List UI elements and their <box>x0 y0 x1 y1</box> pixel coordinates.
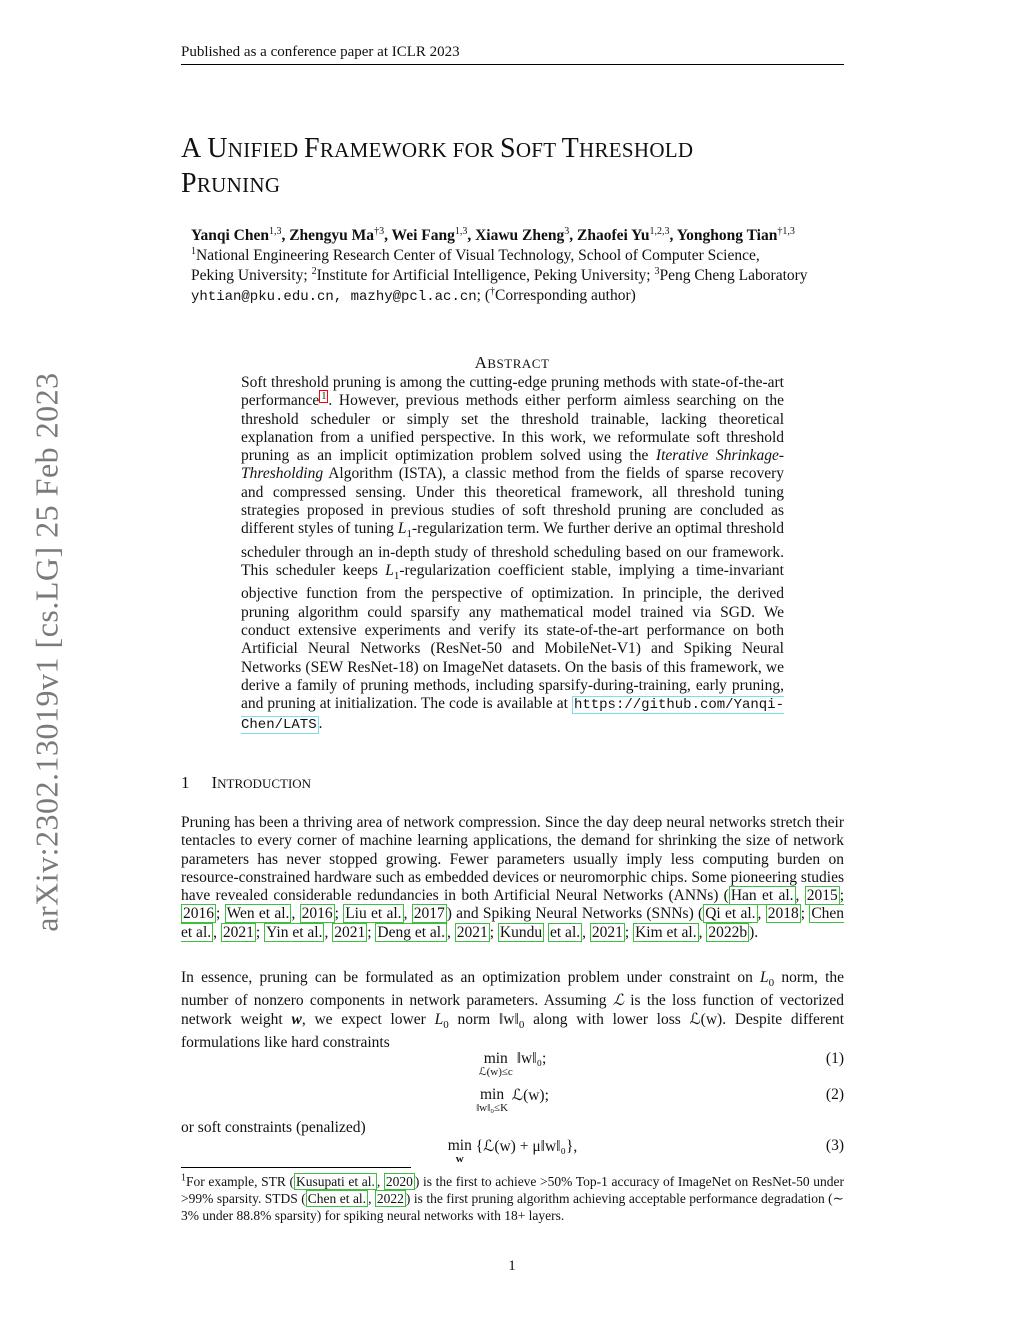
header-rule <box>181 64 844 65</box>
citation-kundu-etal[interactable]: et al. <box>550 923 581 941</box>
equation-1: min $^{ℒ(w)\le c}$ ‖w‖₀; (1) <box>478 1050 844 1078</box>
code-url-link[interactable]: https://github.com/Yanqi-Chen/LATS <box>241 697 784 733</box>
page-number: 1 <box>508 1258 516 1274</box>
citation-kundu-year[interactable]: 2021 <box>591 923 623 941</box>
citation-chen-year[interactable]: 2021 <box>222 923 254 941</box>
citation-kim-year[interactable]: 2022b <box>708 923 748 941</box>
citation-kusupati[interactable]: Kusupati et al. <box>295 1174 375 1189</box>
footnote-rule <box>181 1167 411 1168</box>
email-line: yhtian@pku.edu.cn, mazhy@pcl.ac.cn; (†Corresponding author) <box>191 285 636 305</box>
citation-wen-year[interactable]: 2016 <box>301 905 333 923</box>
arxiv-stamp <box>29 360 65 944</box>
citation-kundu[interactable]: Kundu <box>499 923 543 941</box>
citation-qi[interactable]: Qi et al. <box>705 905 756 923</box>
equation-1-number: (1) <box>825 1050 844 1067</box>
citation-qi-year[interactable]: 2018 <box>767 905 799 923</box>
citation-deng[interactable]: Deng et al. <box>377 923 445 941</box>
equation-2-number: (2) <box>825 1086 844 1103</box>
equation-3-number: (3) <box>825 1137 844 1154</box>
equation-3: min $^w$ {ℒ(w) + μ‖w‖₀}, (3) <box>447 1137 844 1165</box>
footnote-1: $^1$For example, STR ( Kusupati et al. , 2020 ) is the first to achieve >50% Top-1 accuracy of ImageNet on ResNet-50 under >99% sparsity. STDS ( Chen et al. , 2022 ) is the first pruning algorithm achieving acceptable performance degradation (∼ 3% under 88.8% sparsity) for spiking neural networks with 18+ layers. <box>181 1172 844 1223</box>
paper-title: A UNIFIED FRAMEWORK FOR SOFT THRESHOLD PRUNING <box>181 133 694 199</box>
citation-yin-year[interactable]: 2021 <box>334 923 366 941</box>
author-names: Yanqi Chen$^{1,3}$, Zhengyu Ma$^{\dagger 3}$, Wei Fang$^{1,3}$, Xiawu Zheng$^3$, Zhaofei Yu$^{1,2,3}$, Yonghong Tian$^{\dagger 1,3}$ <box>191 225 795 244</box>
citation-chen-2022-year[interactable]: 2022 <box>376 1191 404 1206</box>
author-emails[interactable]: yhtian@pku.edu.cn, mazhy@pcl.ac.cn <box>191 289 477 305</box>
intro-paragraph-1: Pruning has been a thriving area of network compression. Since the day deep neural networks stretch their tentacles to every corner of machine learning applications, the demand for shrinking the size of network parameters has never stopped growing. Fewer parameters usually imply less computing burden on resource-constrained hardware such as embedded devices or neuromorphic chips. Some pioneering studies have revealed considerable redundancies in both Artificial Neural Networks (ANNs) ( Han et al. , 2015 ; 2016 ; Wen et al. , 2016 ; Liu et al. , 2017 ) and Spiking Neural Networks (SNNs) ( Qi et al. , 2018 ; Chen et al. , 2021 ; Yin et al. , 2021 ; Deng et al. , 2021 ; Kundu et al. , 2021 ; Kim et al. , 2022b ). <box>181 814 845 941</box>
citation-han-2015[interactable]: 2015 <box>806 887 838 905</box>
running-header: Published as a conference paper at ICLR 2023 <box>181 44 460 60</box>
citation-deng-year[interactable]: 2021 <box>456 923 488 941</box>
author-block <box>191 226 871 307</box>
citation-kim[interactable]: Kim et al. <box>635 923 697 941</box>
citation-kusupati-year[interactable]: 2020 <box>385 1174 413 1189</box>
soft-constraints-text: or soft constraints (penalized) <box>181 1119 366 1136</box>
abstract-text: Soft threshold pruning is among the cutting-edge pruning methods with state-of-the-art performance $^1$ . However, previous methods either perform aimless searching on the threshold scheduler or simply set the threshold trainable, lacking theoretical explanation from a unified perspective. In this work, we reformulate soft threshold pruning as an implicit optimization problem solved using the Iterative Shrinkage-Thresholding Algorithm (ISTA), a classic method from the fields of sparse recovery and compressed sensing. Under this theoretical framework, all threshold tuning strategies proposed in previous studies of soft threshold pruning are concluded as different styles of tuning $L_1$-regularization term. We further derive an optimal threshold scheduler through an in-depth study of threshold scheduling based on our framework. This scheduler keeps $L_1$-regularization coefficient stable, implying a time-invariant objective function from the perspective of optimization. In principle, the derived pruning algorithm could sparsify any mathematical model trained via SGD. We conduct extensive experiments and verify its state-of-the-art performance on both Artificial Neural Networks (ResNet-50 and MobileNet-V1) and Spiking Neural Networks (SEW ResNet-18) on ImageNet datasets. On the basis of this framework, we derive a family of pruning methods, including sparsify-during-training, early pruning, and pruning at initialization. The code is available at https://github.com/Yanqi-Chen/LATS . <box>241 374 784 733</box>
equation-2: min $^{‖w‖_0\le K}$ ℒ(w); (2) <box>476 1086 844 1114</box>
citation-chen[interactable]: Chen et al. <box>181 905 845 941</box>
citation-han[interactable]: Han et al. <box>730 887 794 905</box>
citation-han-2016[interactable]: 2016 <box>183 905 214 923</box>
section-heading-introduction: 1 INTRODUCTION <box>181 773 312 792</box>
citation-yin[interactable]: Yin et al. <box>266 923 323 941</box>
affiliation-line-2: Peking University; $^2$Institute for Artificial Intelligence, Peking University; $^3$Peng Cheng Laboratory <box>191 265 808 284</box>
footnote-ref-1[interactable]: 1 <box>321 391 327 403</box>
citation-liu-year[interactable]: 2017 <box>413 905 445 923</box>
citation-chen-2022[interactable]: Chen et al. <box>307 1191 367 1206</box>
citation-liu[interactable]: Liu et al. <box>345 905 402 923</box>
affiliation-line-1: $^1$National Engineering Research Center of Visual Technology, School of Computer Science, <box>191 245 760 264</box>
citation-wen[interactable]: Wen et al. <box>226 905 290 923</box>
abstract-heading: ABSTRACT <box>474 353 550 372</box>
intro-paragraph-2: In essence, pruning can be formulated as an optimization problem under constraint on $L_0$ norm, the number of nonzero components in network parameters. Assuming ℒ is the loss function of vectorized network weight w, we expect lower $L_0$ norm $‖w‖_0$ along with lower loss ℒ(w). Despite different formulations like hard constraints <box>181 969 845 1052</box>
arxiv-stamp-text: arXiv:2302.13019v1 [cs.LG] 25 Feb 2023 <box>28 372 65 932</box>
